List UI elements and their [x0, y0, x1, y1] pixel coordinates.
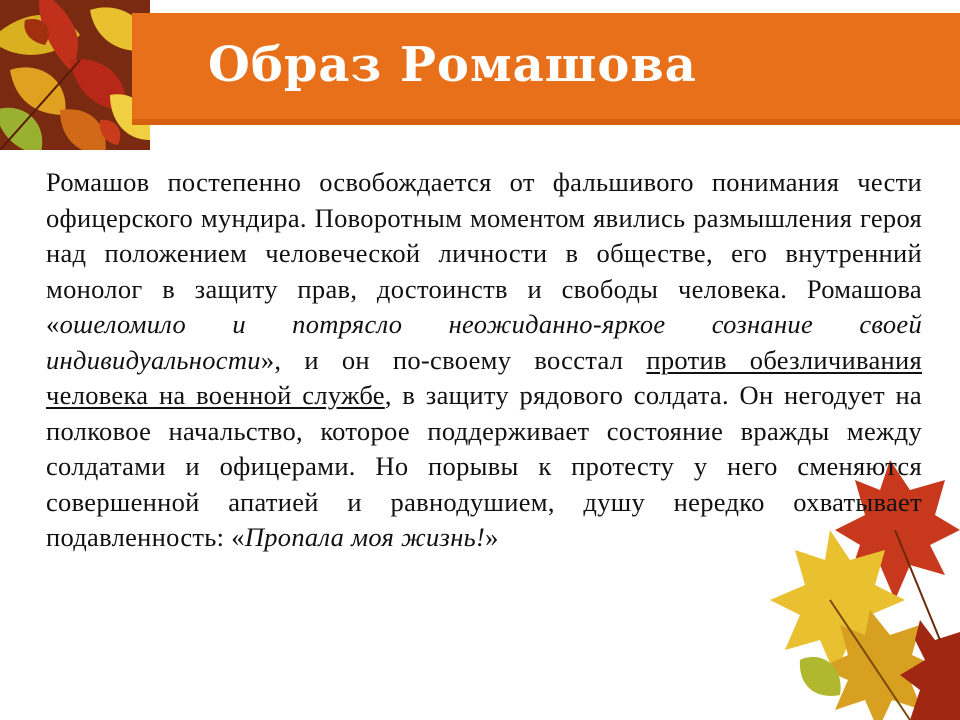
- body-text-part-3: , в защиту рядового солдата. Он негодует на полковое начальство, которое поддерживает состояние вражды между солдатами и офицерами. Но порывы к протесту у него сменяются совершенной апатией и равнодушием, душу нередко охватывает подавленность: «: [46, 380, 922, 552]
- quote-individuality: ошеломило и потрясло неожиданно-яркое сознание своей индивидуальности: [46, 309, 922, 375]
- body-text-part-2: », и он по-своему восстал: [260, 344, 647, 375]
- body-text-part-1: Ромашов постепенно освобождается от фальшивого понимания чести офицерского мундира. Поворотным моментом явились размышления героя над положением человеческой личности в обществе, его внутренний монолог в защиту прав, достоинств и свободы человека. Ромашова «: [46, 167, 922, 339]
- body-text-part-4: »: [485, 522, 499, 552]
- autumn-leaves-top-left: [0, 0, 150, 150]
- underlined-phrase: против обезличивания человека на военной службе: [46, 344, 923, 410]
- body-paragraph: [46, 165, 922, 556]
- slide-title: Образ Ромашова: [208, 37, 697, 93]
- title-bar: [132, 13, 960, 125]
- quote-lost-life: Пропала моя жизнь!: [244, 522, 486, 552]
